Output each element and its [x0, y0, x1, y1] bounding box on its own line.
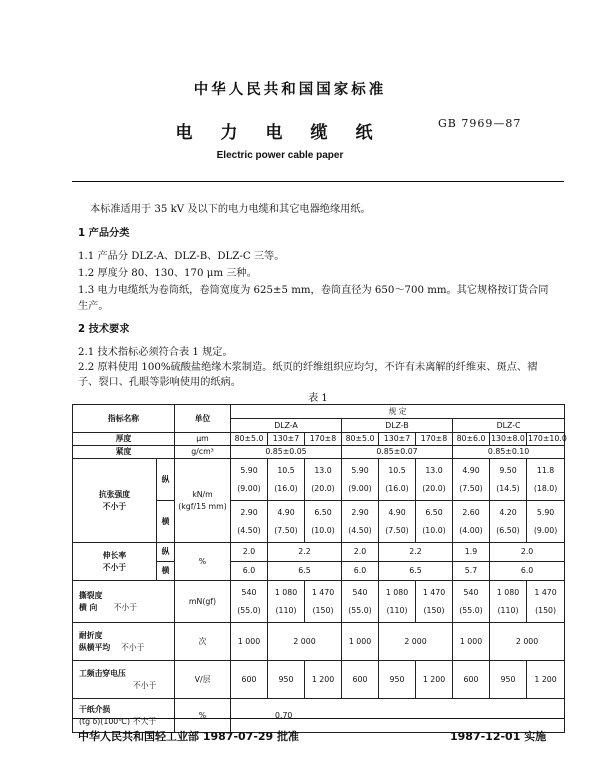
- header-indicator: 指标名称: [73, 405, 175, 433]
- tensile-dir-md: 纵: [157, 459, 175, 501]
- table-cell: 950: [268, 661, 305, 699]
- table-cell: 1 470 (150): [527, 581, 565, 623]
- table-cell: 1 200: [527, 661, 565, 699]
- table-cell: 950: [379, 661, 416, 699]
- tensile-label-1: 抗张强度: [98, 489, 131, 499]
- table-cell: 540 (55.0): [342, 581, 379, 623]
- tensile-unit-2: (kgf/15 mm): [178, 501, 227, 511]
- table-cell: 6.50 (10.0): [305, 501, 342, 543]
- breakdown-label: [73, 661, 175, 699]
- table-cell: 600: [231, 661, 268, 699]
- table-cell: 1 000: [453, 623, 490, 661]
- table-cell: 600: [453, 661, 490, 699]
- table-cell: 1.9: [453, 543, 490, 562]
- table-cell: 130±7: [268, 433, 305, 446]
- table-cell: 540 (55.0): [453, 581, 490, 623]
- table-cell: 4.20 (6.50): [490, 501, 527, 543]
- table-cell: 600: [342, 661, 379, 699]
- table-cell: 1 470 (150): [305, 581, 342, 623]
- table-cell: 1 000: [231, 623, 268, 661]
- table-cell: 2.0: [490, 543, 565, 562]
- clause-1-3-line2: 生产。: [78, 301, 109, 312]
- standard-title-english: Electric power cable paper: [216, 150, 344, 161]
- table-cell: 950: [490, 661, 527, 699]
- table-cell: 9.50 (14.5): [490, 459, 527, 501]
- table-cell: 2.60 (4.00): [453, 501, 490, 543]
- table-cell: 1 200: [305, 661, 342, 699]
- clause-1-3-line1: 1.3 电力电缆纸为卷筒纸，卷筒宽度为 625±5 mm，卷筒直径为 650～700 mm。其它规格按订货合同: [78, 285, 549, 296]
- elongation-dir-cd: 横: [157, 562, 175, 581]
- table-cell: 2 000: [490, 623, 565, 661]
- implementation-date: 1987-12-01 实施: [450, 730, 547, 743]
- breakdown-unit: V/层: [175, 661, 231, 699]
- table-cell: 2.2: [379, 543, 453, 562]
- breakdown-row: [73, 661, 565, 699]
- table-cell: 2.2: [268, 543, 342, 562]
- clause-2-2-line2: 子、裂口、孔眼等影响使用的纸病。: [78, 377, 241, 388]
- table-cell: 10.5 (16.0): [379, 459, 416, 501]
- table-cell: 6.0: [231, 562, 268, 581]
- density-unit: g/cm³: [175, 446, 231, 459]
- tear-label-1: 撕裂度: [79, 590, 103, 600]
- thickness-label: 厚度: [73, 433, 175, 446]
- table-cell: 4.90 (7.50): [268, 501, 305, 543]
- folding-unit: 次: [175, 623, 231, 661]
- elongation-md-row: [73, 543, 565, 562]
- table-cell: 80±5.0: [342, 433, 379, 446]
- table-cell: 5.90 (9.00): [527, 501, 565, 543]
- folding-label: [73, 623, 175, 661]
- tensile-unit-1: kN/m: [192, 489, 213, 499]
- table-cell: 2.90 (4.50): [342, 501, 379, 543]
- table-cell: 2 000: [268, 623, 342, 661]
- tensile-md-row: [73, 459, 565, 501]
- table-cell: 6.5: [379, 562, 453, 581]
- table-header-row: [73, 405, 565, 419]
- specification-table: [72, 404, 565, 733]
- table-cell: 80±6.0: [453, 433, 490, 446]
- table-cell: 130±7: [379, 433, 416, 446]
- clause-1-1: 1.1 产品分 DLZ-A、DLZ-B、DLZ-C 三等。: [78, 251, 285, 262]
- table-cell: 5.90 (9.00): [342, 459, 379, 501]
- table-cell: 1 080 (110): [268, 581, 305, 623]
- table-cell: 1 200: [416, 661, 453, 699]
- table-cell: 80±5.0: [231, 433, 268, 446]
- header-unit: 单位: [175, 405, 231, 433]
- dielectric-label-2: (tg δ)(100℃) 不大于: [79, 716, 157, 726]
- tear-unit: mN(gf): [175, 581, 231, 623]
- density-label: 紧度: [73, 446, 175, 459]
- tear-label-2: 横 向 不小于: [79, 602, 137, 612]
- section-2-title: 2 技术要求: [78, 324, 130, 335]
- elongation-unit: %: [175, 543, 231, 581]
- header-divider: [72, 181, 564, 182]
- table-cell: 13.0 (20.0): [416, 459, 453, 501]
- table-cell: 540 (55.0): [231, 581, 268, 623]
- table-cell: 170±10.0: [527, 433, 565, 446]
- table-cell: 130±8.0: [490, 433, 527, 446]
- table-cell: 0.85±0.10: [453, 446, 565, 459]
- table-cell: 5.90 (9.00): [231, 459, 268, 501]
- tear-label: [73, 581, 175, 623]
- elongation-label-2: 不小于: [102, 562, 127, 572]
- dielectric-unit: %: [175, 699, 231, 733]
- breakdown-label-1: 工频击穿电压: [79, 668, 126, 678]
- elongation-label-1: 伸长率: [102, 550, 127, 560]
- table-cell: 4.90 (7.50): [453, 459, 490, 501]
- table-cell: 0.85±0.07: [342, 446, 453, 459]
- table-cell: 6.5: [268, 562, 342, 581]
- standard-number: GB 7969—87: [438, 117, 522, 130]
- tensile-unit: [175, 459, 231, 543]
- elongation-label: [73, 543, 157, 581]
- table-cell: 4.90 (7.50): [379, 501, 416, 543]
- grade-c: DLZ-C: [453, 419, 565, 433]
- breakdown-label-2: 不小于: [133, 680, 157, 690]
- thickness-row: [73, 433, 565, 446]
- table-cell: 13.0 (20.0): [305, 459, 342, 501]
- table-cell: 2 000: [379, 623, 453, 661]
- table-cell: 6.0: [490, 562, 565, 581]
- folding-label-1: 耐折度: [79, 630, 103, 640]
- table-cell: 2.0: [231, 543, 268, 562]
- table-cell: 11.8 (18.0): [527, 459, 565, 501]
- table-cell: 6.0: [342, 562, 379, 581]
- header-spec: 规 定: [231, 405, 565, 419]
- standard-title-chinese: 电力电缆纸: [175, 123, 401, 143]
- clause-2-1: 2.1 技术指标必须符合表 1 规定。: [78, 347, 233, 358]
- table-cell: 1 080 (110): [379, 581, 416, 623]
- table-cell: 170±8: [416, 433, 453, 446]
- section-1-title: 1 产品分类: [78, 228, 130, 239]
- issuer-approval: 中华人民共和国轻工业部 1987-07-29 批准: [78, 730, 300, 743]
- density-row: [73, 446, 565, 459]
- table-cell: 170±8: [305, 433, 342, 446]
- elongation-dir-md: 纵: [157, 543, 175, 562]
- table-cell: 1 470 (150): [416, 581, 453, 623]
- footer-divider: [72, 718, 564, 719]
- tear-row: [73, 581, 565, 623]
- table-cell: 1 000: [342, 623, 379, 661]
- thickness-unit: μm: [175, 433, 231, 446]
- table-cell: 5.7: [453, 562, 490, 581]
- table-cell: 2.90 (4.50): [231, 501, 268, 543]
- country-standard-heading: 中华人民共和国国家标准: [193, 82, 387, 98]
- grade-b: DLZ-B: [342, 419, 453, 433]
- intro-paragraph: 本标准适用于 35 kV 及以下的电力电缆和其它电器绝缘用纸。: [90, 204, 371, 215]
- folding-label-2: 纵横平均 不小于: [79, 642, 145, 652]
- table-cell: 10.5 (16.0): [268, 459, 305, 501]
- dielectric-label-1: 干纸介损: [79, 704, 111, 714]
- table-cell: 2.0: [342, 543, 379, 562]
- folding-row: [73, 623, 565, 661]
- clause-2-2-line1: 2.2 原料使用 100%硫酸盐绝缘木浆制造。纸页的纤维组织应均匀，不许有未离解的纤维束、斑点、褶: [78, 362, 538, 373]
- clause-1-2: 1.2 厚度分 80、130、170 μm 三种。: [78, 268, 257, 279]
- table-cell: 0.85±0.05: [231, 446, 342, 459]
- table-cell: 0.70: [231, 699, 565, 733]
- grade-a: DLZ-A: [231, 419, 342, 433]
- tensile-dir-cd: 横: [157, 501, 175, 543]
- table-caption: 表 1: [308, 393, 328, 404]
- tensile-label: [73, 459, 157, 543]
- tensile-label-2: 不小于: [102, 501, 127, 511]
- table-cell: 1 080 (110): [490, 581, 527, 623]
- table-cell: 6.50 (10.0): [416, 501, 453, 543]
